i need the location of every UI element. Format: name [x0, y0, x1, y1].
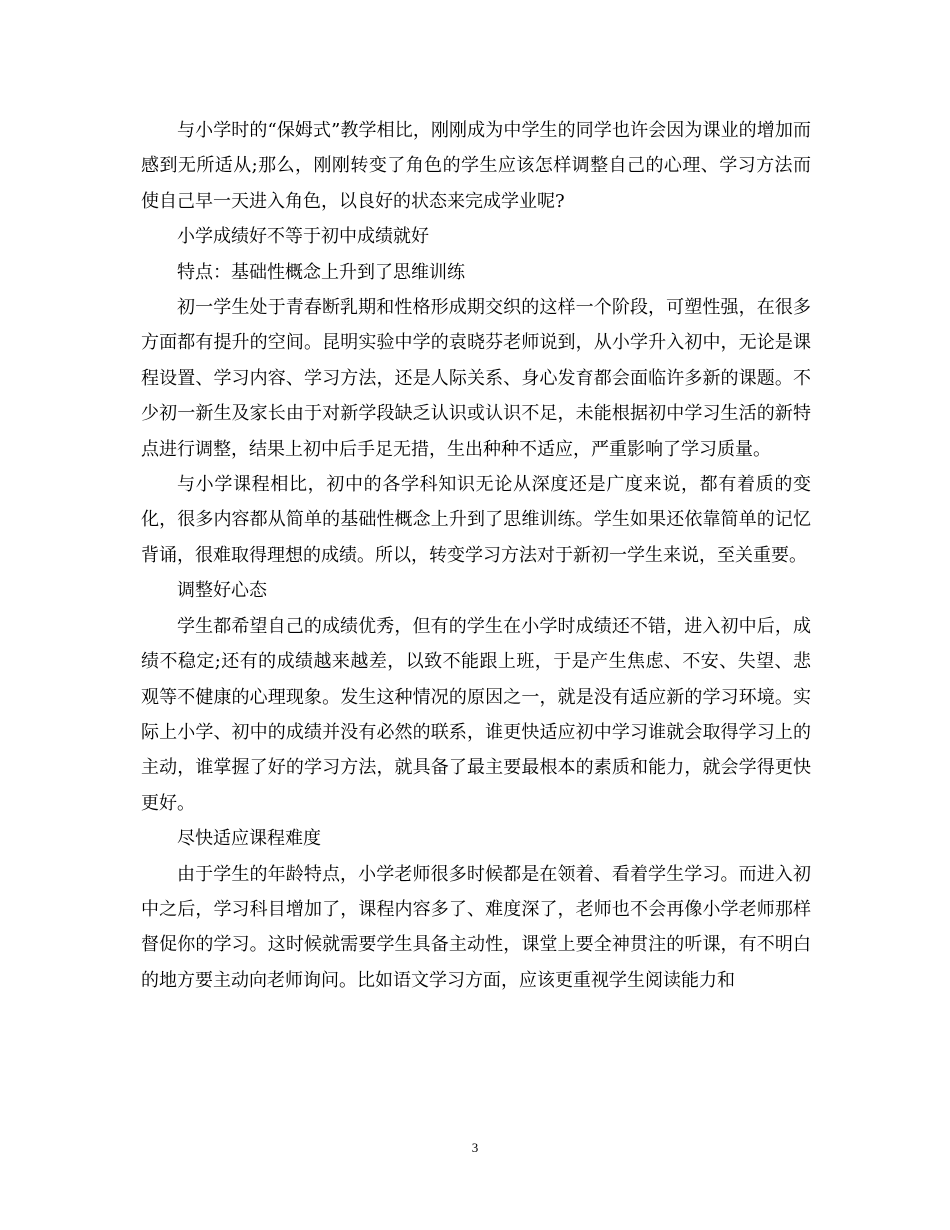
paragraph: 由于学生的年龄特点，小学老师很多时候都是在领着、看着学生学习。而进入初中之后，学习科目增加了，课程内容多了、难度深了，老师也不会再像小学老师那样督促你的学习。这时候就需要学生具备主动性，课堂上要全神贯注的听课，有不明白的地方要主动向老师询问。比如语文学习方面，应该更重视学生阅读能力和	[141, 863, 811, 991]
section-heading: 尽快适应课程难度	[177, 828, 321, 850]
document-body	[141, 113, 811, 998]
page-number: 3	[471, 1140, 479, 1155]
paragraph: 与小学课程相比，初中的各学科知识无论从深度还是广度来说，都有着质的变化，很多内容都从简单的基础性概念上升到了思维训练。学生如果还依靠简单的记忆背诵，很难取得理想的成绩。所以，转变学习方法对于新初一学生来说，至关重要。	[141, 474, 811, 566]
section-subheading: 特点：基础性概念上升到了思维训练	[177, 261, 465, 283]
section-heading: 调整好心态	[177, 580, 267, 602]
section-heading: 小学成绩好不等于初中成绩就好	[177, 226, 429, 248]
paragraph: 初一学生处于青春断乳期和性格形成期交织的这样一个阶段，可塑性强，在很多方面都有提升的空间。昆明实验中学的袁晓芬老师说到，从小学升入初中，无论是课程设置、学习内容、学习方法，还是人际关系、身心发育都会面临许多新的课题。不少初一新生及家长由于对新学段缺乏认识或认识不足，未能根据初中学习生活的新特点进行调整，结果上初中后手足无措，生出种种不适应，严重影响了学习质量。	[141, 297, 811, 460]
paragraph: 学生都希望自己的成绩优秀，但有的学生在小学时成绩还不错，进入初中后，成绩不稳定;还有的成绩越来越差，以致不能跟上班，于是产生焦虑、不安、失望、悲观等不健康的心理现象。发生这种情况的原因之一，就是没有适应新的学习环境。实际上小学、初中的成绩并没有必然的联系，谁更快适应初中学习谁就会取得学习上的主动，谁掌握了好的学习方法，就具备了最主要最根本的素质和能力，就会学得更快更好。	[141, 615, 811, 814]
paragraph-intro: 与小学时的“保姆式”教学相比，刚刚成为中学生的同学也许会因为课业的增加而感到无所适从;那么，刚刚转变了角色的学生应该怎样调整自己的心理、学习方法而使自己早一天进入角色，以良好的状态来完成学业呢?	[141, 120, 811, 212]
